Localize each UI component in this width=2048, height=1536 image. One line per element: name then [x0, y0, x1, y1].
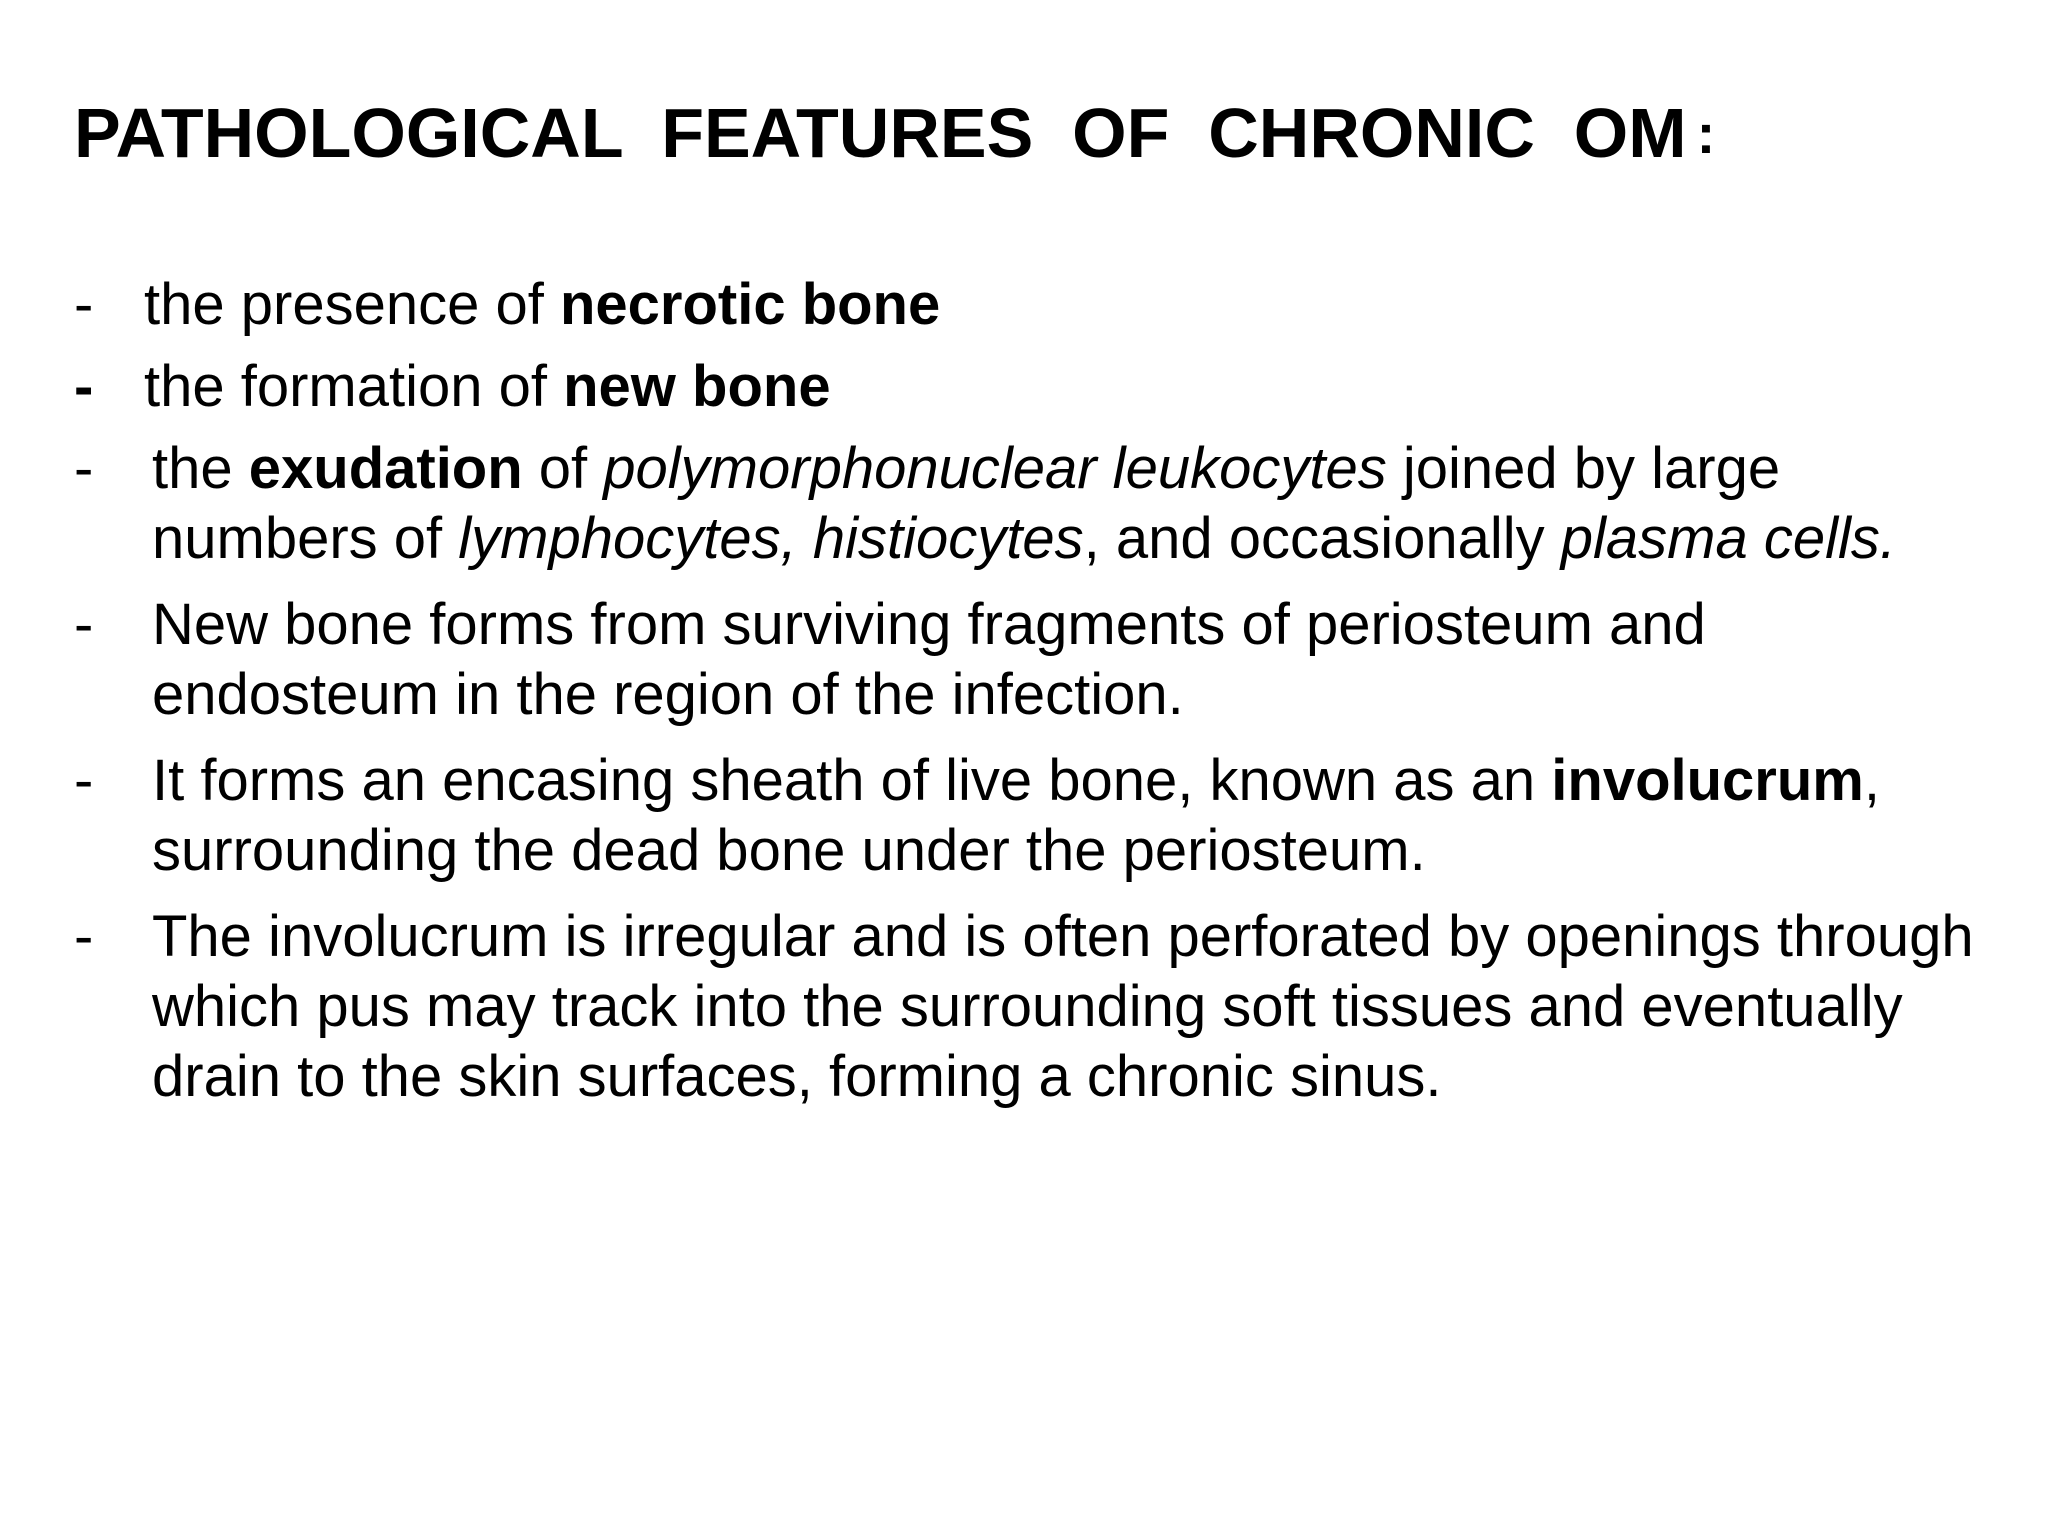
bullet-dash: - [74, 748, 94, 813]
bullet-text: , surrounding the dead bone under the periosteum. [152, 748, 1881, 883]
bullet-bold-term: exudation [248, 436, 523, 501]
bullet-bold-term: necrotic bone [559, 272, 941, 337]
bullet-text: It forms an encasing sheath of live bone, known as an [152, 748, 1552, 813]
slide-title-text: PATHOLOGICAL FEATURES OF CHRONIC OM [74, 94, 1687, 172]
bullet-dash: - [74, 904, 94, 969]
bullet-text: New bone forms from surviving fragments of periosteum and endosteum in the region of the infection. [152, 592, 1706, 727]
bullet-dash: - [74, 272, 94, 337]
slide-title [74, 92, 1715, 179]
list-item [74, 590, 2004, 730]
bullet-italic-term: plasma cells. [1560, 506, 1897, 571]
bullet-text: the formation of [144, 354, 564, 419]
bullet-dash: - [74, 592, 94, 657]
list-item [74, 352, 2004, 422]
bullet-bold-term: new bone [563, 354, 831, 419]
bullet-dash: - [74, 354, 94, 419]
bullet-text: The involucrum is irregular and is often perforated by openings through which pus may track into the surrounding soft tissues and eventually drain to the skin surfaces, forming a chronic sinus. [152, 904, 1974, 1109]
bullet-bold-term: involucrum [1551, 748, 1864, 813]
bullet-list [74, 270, 2004, 1128]
list-item [74, 434, 2004, 574]
slide-title-colon: : [1696, 102, 1716, 165]
bullet-text: the [152, 436, 249, 501]
list-item [74, 270, 2004, 340]
bullet-text: joined by large numbers of [152, 436, 1781, 571]
list-item [74, 746, 2004, 886]
bullet-text: the presence of [144, 272, 560, 337]
bullet-text: , and occasionally [1083, 506, 1561, 571]
bullet-italic-term: polymorphonuclear leukocytes [603, 436, 1387, 501]
bullet-text: of [522, 436, 604, 501]
list-item [74, 902, 2004, 1112]
bullet-italic-term: lymphocytes, histiocytes [458, 506, 1084, 571]
bullet-dash: - [74, 436, 94, 501]
